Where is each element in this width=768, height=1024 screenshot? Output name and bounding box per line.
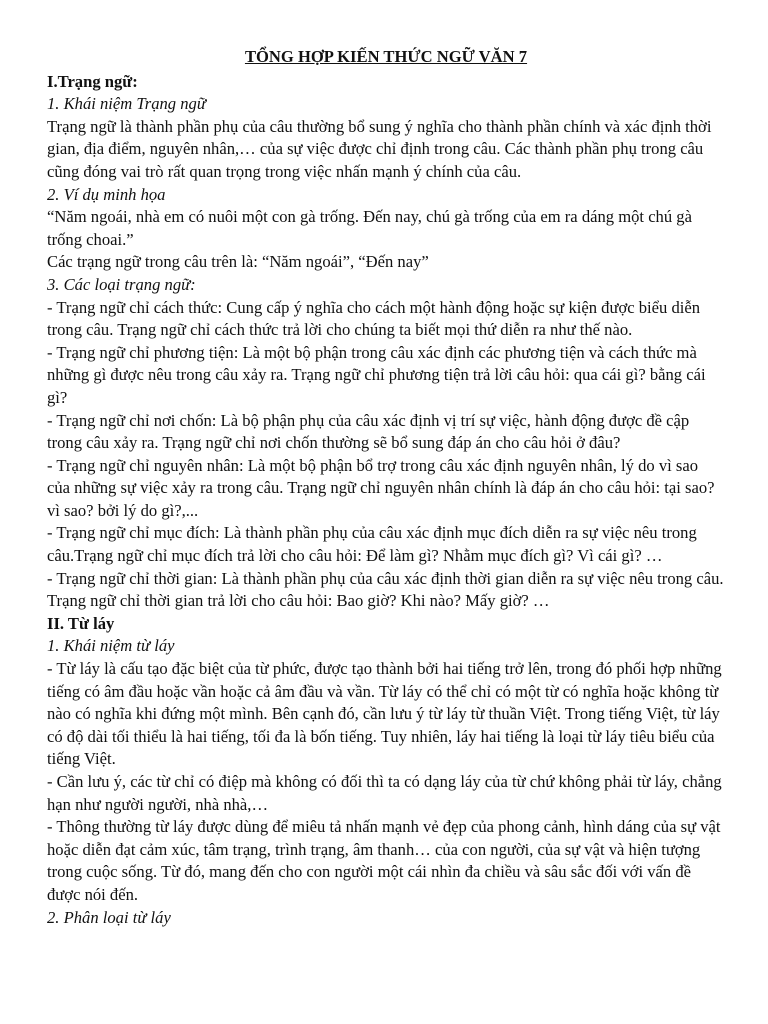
subheading-khai-niem-trang-ngu: 1. Khái niệm Trạng ngữ: [47, 94, 206, 114]
list-item-cach-thuc: - Trạng ngữ chỉ cách thức: Cung cấp ý nghĩa cho cách một hành động hoặc sự kiện được biểu diễn trong câu. Trạng ngữ chỉ cách thức trả lời cho chúng ta biết mọi thứ diễn ra như thế nào.: [47, 297, 701, 340]
list-item-phuong-tien: - Trạng ngữ chỉ phương tiện: Là một bộ phận trong câu xác định các phương tiện và cách thức mà những gì được nêu trong câu xảy ra. Trạng ngữ chỉ phương tiện trả lời câu hỏi: qua cái gì? bằng cái gì?: [47, 342, 706, 407]
paragraph-vi-du-note: Các trạng ngữ trong câu trên là: “Năm ngoái”, “Đến nay”: [47, 252, 429, 272]
paragraph-vi-du-quote: “Năm ngoái, nhà em có nuôi một con gà trống. Đến nay, chú gà trống của em ra dáng một chú gà trống choai.”: [47, 207, 692, 249]
list-item-tu-lay-luu-y: - Cần lưu ý, các từ chỉ có điệp mà không có đối thì ta có dạng láy của từ chứ không phải từ láy, chẳng hạn như người người, nhà nhà,…: [47, 772, 722, 814]
subheading-vi-du: 2. Ví dụ minh họa: [47, 184, 166, 204]
list-item-tu-lay-dinh-nghia: - Từ láy là cấu tạo đặc biệt của từ phức, được tạo thành bởi hai tiếng trở lên, trong đó phối hợp những tiếng có âm đầu hoặc vần hoặc cả âm đầu và vần. Từ láy có thể chỉ có một từ có nghĩa hoặc không từ nào có nghĩa khi đứng một mình. Bên cạnh đó, cần lưu ý từ láy từ thuần Việt. Trong tiếng Việt, từ láy có độ dài tối thiểu là hai tiếng, tối đa là bốn tiếng. Tuy nhiên, láy hai tiếng là loại từ láy tiêu biểu của tiếng Việt.: [47, 659, 722, 769]
list-item-thoi-gian: - Trạng ngữ chỉ thời gian: Là thành phần phụ của câu xác định thời gian diễn ra sự việc nêu trong câu. Trạng ngữ chỉ thời gian trả lời cho câu hỏi: Bao giờ? Khi nào? Mấy giờ? …: [47, 568, 724, 611]
subheading-phan-loai-tu-lay: 2. Phân loại từ láy: [47, 907, 171, 927]
section-heading-tu-lay: II. Từ láy: [47, 613, 115, 633]
paragraph-khai-niem-trang-ngu: Trạng ngữ là thành phần phụ của câu thường bổ sung ý nghĩa cho thành phần chính và xác định thời gian, địa điểm, nguyên nhân,… của sự việc được chỉ định trong câu. Các thành phần phụ trong câu cũng đóng vai trò rất quan trọng trong việc nhấn mạnh ý chính của câu.: [47, 116, 712, 181]
list-item-nguyen-nhan: - Trạng ngữ chỉ nguyên nhân: Là một bộ phận bổ trợ trong câu xác định nguyên nhân, lý do vì sao của những sự việc xảy ra trong câu. Trạng ngữ chỉ nguyên nhân chính là đáp án cho câu hỏi: tại sao? vì sao? bởi lý do gì?,...: [47, 455, 715, 520]
subheading-cac-loai-trang-ngu: 3. Các loại trạng ngữ:: [47, 274, 196, 294]
list-item-tu-lay-cong-dung: - Thông thường từ láy được dùng để miêu tả nhấn mạnh vẻ đẹp của phong cảnh, hình dáng của sự vật hoặc diễn đạt cảm xúc, tâm trạng, trình trạng, âm thanh… của con người, của sự vật và hiện tượng trong cuộc sống. Từ đó, mang đến cho con người một cái nhìn đa chiều và sâu sắc đối với vấn đề được nói đến.: [47, 817, 721, 904]
list-item-muc-dich: - Trạng ngữ chỉ mục đích: Là thành phần phụ của câu xác định mục đích diễn ra sự việc nêu trong câu.Trạng ngữ chỉ mục đích trả lời cho câu hỏi: Để làm gì? Nhằm mục đích gì? Vì cái gì? …: [47, 523, 697, 566]
section-heading-trang-ngu: I.Trạng ngữ:: [47, 71, 138, 91]
subheading-khai-niem-tu-lay: 1. Khái niệm từ láy: [47, 636, 175, 656]
document-page: [47, 46, 725, 929]
list-item-noi-chon: - Trạng ngữ chỉ nơi chốn: Là bộ phận phụ của câu xác định vị trí sự việc, hành động được đề cập trong câu xảy ra. Trạng ngữ chỉ nơi chốn thường sẽ bổ sung đáp án cho câu hỏi ở đâu?: [47, 410, 690, 453]
document-title: TỔNG HỢP KIẾN THỨC NGỮ VĂN 7: [244, 47, 528, 66]
